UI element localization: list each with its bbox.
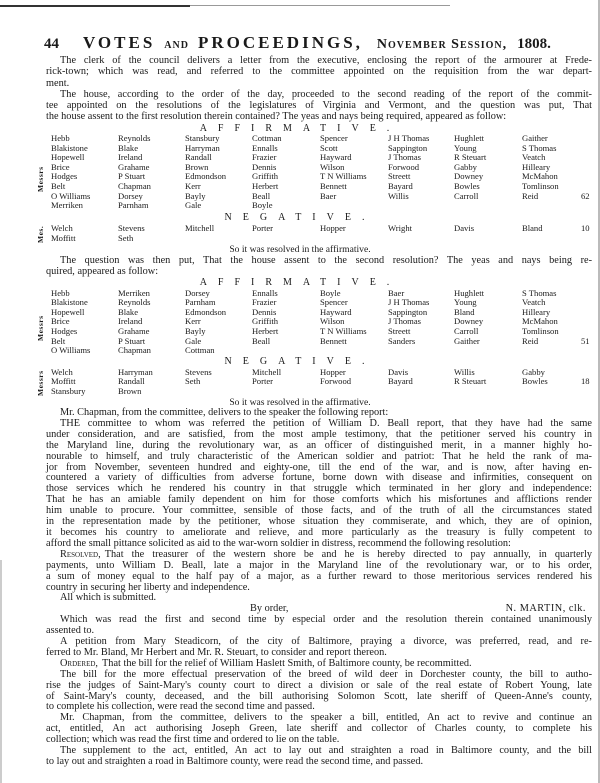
voter-name: Mitchell: [185, 223, 215, 233]
paragraph-line: countered a variety of difficulties from adverse fortune, borne down with disease and infirmities, consequent on: [46, 472, 592, 484]
voter-name: Hebb: [51, 287, 70, 298]
paragraph-line: THE committee to whom was referred the petition of William D. Beall report, that they have had the same: [60, 417, 592, 429]
voter-name: Cottman: [185, 345, 215, 356]
paragraph-line: a sum of money equal to the half pay of a major, as a further reward to those meritorious services rendered his: [46, 570, 592, 582]
voter-name: Merriken: [51, 200, 83, 211]
voter-name: Downey: [454, 316, 484, 327]
page-edge-rule: [0, 5, 190, 7]
voter-name: Hopewell: [51, 306, 85, 317]
voter-name: Hughlett: [454, 133, 485, 143]
voter-name: Blake: [118, 142, 139, 153]
paragraph-line: to complete his collection, were read the second time and passed.: [46, 701, 315, 713]
paragraph-line: of Saint-Mary's county, deceased, and the bill authorising Solomon Scott, late sheriff of Queen-Anne's county,: [46, 690, 592, 702]
paragraph-line: The question was then put, That the house assent to the second resolution? The yeas and nays being re-: [60, 255, 592, 266]
paragraph-line: Ordered, That the bill for the relief of William Haslett Smith, of Baltimore county, be recommitted.: [60, 657, 472, 669]
voter-name: Dennis: [252, 306, 277, 317]
voter-name: Welch: [51, 223, 73, 233]
voter-name: Brown: [118, 385, 142, 396]
voter-name: Edmondson: [185, 306, 227, 317]
voter-name: Kerr: [185, 316, 201, 327]
page-header: [44, 33, 584, 55]
voter-name: Beall: [252, 190, 271, 201]
paragraph-line: those services which he rendered his country in that struggle which terminated in her glory and independence:: [46, 483, 592, 495]
voter-name: J Thomas: [388, 316, 422, 327]
paragraph-line: collection; which was read the first time and ordered to lie on the table.: [46, 734, 340, 746]
voter-name: Hughlett: [454, 287, 485, 298]
paragraph-line: afford the small pittance solicited as aid to the war-worn soldier in distress, recommend the following resolution:: [46, 537, 511, 549]
paragraph: [46, 55, 592, 89]
voter-name: Bowles: [522, 376, 548, 387]
voter-name: Parnham: [118, 200, 149, 211]
title-proceedings: PROCEEDINGS,: [197, 33, 363, 52]
voter-name: Bayard: [388, 376, 413, 387]
voter-name: Gaither: [522, 133, 548, 143]
title-session: November Session,: [376, 37, 508, 52]
voter-name: Hayward: [320, 306, 352, 317]
voter-name: Wilson: [320, 161, 345, 172]
voter-name: Seth: [118, 232, 134, 243]
voter-name: J H Thomas: [388, 133, 430, 143]
voter-name: Hodges: [51, 325, 78, 336]
voter-name: Porter: [252, 223, 274, 233]
paragraph: [46, 89, 592, 123]
voter-name: Bland: [522, 223, 543, 233]
voter-name: Reid: [522, 190, 539, 201]
paragraph-line: All which is submitted.: [60, 592, 157, 604]
title-year: 1808.: [517, 36, 551, 52]
paragraph-line: ferred to Mr. Bland, Mr Herbert and Mr. R. Steuart, to consider and report thereon.: [46, 646, 387, 658]
voter-name: Stansbury: [185, 133, 220, 143]
paragraph-line: Mr. Chapman, from the committee, delivers to the speaker the following report:: [60, 407, 389, 418]
voter-name: Gabby: [454, 161, 477, 172]
paragraph-line: nourable to himself, and truly characteristic of the American soldier and patriot: That he held the rank of ma-: [46, 450, 592, 462]
voter-name: S Thomas: [522, 287, 557, 298]
voter-name: Young: [454, 142, 477, 153]
voter-name: Wilson: [320, 316, 345, 327]
voter-name: O Williams: [51, 345, 91, 356]
paragraph-line: assented to.: [46, 625, 95, 637]
voter-name: Carroll: [454, 325, 479, 336]
voter-name: Dorsey: [118, 190, 143, 201]
voter-name: Blakistone: [51, 297, 88, 308]
voter-name: McMahon: [522, 316, 558, 327]
voter-name: Hebb: [51, 133, 70, 143]
text-section: [46, 255, 592, 277]
voter-name: Grahame: [118, 325, 150, 336]
paragraph-line: The bill for the more effectual preservation of the breed of wild deer in Dorchester county, the bill to autho-: [60, 668, 592, 680]
paragraph-line: payments, unto William D. Beall, late a major in the Maryland line of the revolutionary war, or to his order,: [46, 559, 592, 571]
voter-name: Sappington: [388, 142, 428, 153]
paragraph-line: act, entitled, An act authorising Joseph Green, late sheriff and collector of Charles county, to complete his: [46, 723, 592, 735]
voter-name: Carroll: [454, 190, 479, 201]
title-and: AND: [164, 40, 189, 51]
negative-heading: NEGATIVE.: [224, 211, 376, 223]
voter-name: Bennett: [320, 181, 347, 191]
voter-name: R Steuart: [454, 152, 487, 163]
voter-name: Porter: [252, 376, 274, 387]
paragraph-line: A petition from Mary Steadicorn, of the city of Baltimore, praying a divorce, was preferred, read, and re-: [60, 636, 592, 648]
voter-name: Herbert: [252, 181, 279, 191]
voter-name: Bowles: [454, 181, 480, 191]
page-number: 44: [44, 36, 59, 52]
voter-name: Belt: [51, 335, 66, 346]
voter-name: Young: [454, 297, 477, 308]
voter-name: R Steuart: [454, 376, 487, 387]
paragraph-line: ment.: [46, 77, 70, 89]
paragraph-line: Which was read the first and second time by especial order and the resolution therein contained unanimously: [60, 614, 592, 626]
paragraph-line: him unable to procure. Your committee, sensible of those facts, and of the truth of all the circumstances stated: [46, 505, 592, 517]
voter-name: Bayly: [185, 325, 206, 336]
paragraph-lead: Ordered,: [60, 657, 99, 669]
voter-name: Dorsey: [185, 287, 210, 298]
voter-name: T N Williams: [320, 325, 367, 336]
paragraph: [46, 255, 592, 277]
voter-name: Scott: [320, 142, 338, 153]
messrs-label: Messrs: [36, 166, 45, 192]
paragraph: [46, 746, 592, 768]
voter-name: Griffith: [252, 171, 279, 182]
paragraph-line: rise the judges of Saint-Mary's county court to direct a division or sale of the real estate of Robert Young, late: [46, 679, 592, 691]
paragraph-line: to lay out and straighten a road in Baltimore county, were read the second time, and passed.: [46, 756, 424, 767]
by-order-text: By order,: [250, 603, 289, 615]
voter-name: P Stuart: [118, 171, 146, 182]
voter-name: Veatch: [522, 297, 546, 308]
voter-name: Stevens: [118, 223, 145, 233]
voter-name: Hilleary: [522, 306, 551, 317]
page-edge: [0, 560, 2, 783]
voter-name: Boyle: [252, 200, 273, 211]
voter-name: Mitchell: [252, 366, 282, 377]
paragraph: [46, 713, 592, 746]
voter-name: Welch: [51, 366, 73, 377]
voter-name: Herbert: [252, 325, 279, 336]
voter-name: S Thomas: [522, 142, 557, 153]
paragraph-line: The supplement to the act, entitled, An act to lay out and straighten a road in Baltimore county, and the bill: [60, 745, 592, 757]
paragraph: [46, 550, 592, 594]
paragraph-line: jor from November, seventeen hundred and eighty-one, till the end of the war, and is now, after having en-: [46, 461, 592, 473]
clerk-signature: N. MARTIN, clk.: [505, 603, 586, 615]
voter-name: Downey: [454, 171, 484, 182]
title-votes: VOTES: [83, 33, 156, 52]
voter-name: Ireland: [118, 316, 143, 327]
voter-name: Bayly: [185, 190, 206, 201]
voter-name: P Stuart: [118, 335, 146, 346]
voter-name: Ennalls: [252, 287, 278, 298]
voter-name: Chapman: [118, 345, 151, 356]
voter-name: Grahame: [118, 161, 150, 172]
voter-name: Streett: [388, 171, 411, 182]
text-section: [46, 408, 592, 768]
voter-name: Forwood: [388, 161, 420, 172]
text-section: [46, 55, 592, 123]
voter-name: Harryman: [118, 366, 153, 377]
voter-name: Frazier: [252, 297, 277, 308]
voter-name: Sanders: [388, 335, 416, 346]
voter-name: Bland: [454, 306, 475, 317]
voter-name: Randall: [185, 152, 212, 163]
voter-name: Spencer: [320, 133, 348, 143]
paragraph-line: The house, according to the order of the day, proceeded to the second reading of the report of the commit-: [60, 88, 592, 100]
voter-name: Tomlinson: [522, 181, 559, 191]
voter-name: J Thomas: [388, 152, 422, 163]
voter-name: Griffith: [252, 316, 279, 327]
voter-name: Tomlinson: [522, 325, 559, 336]
voter-name: Hopper: [320, 366, 346, 377]
voter-name: Belt: [51, 181, 66, 191]
voter-name: Gale: [185, 200, 202, 211]
paragraph: [46, 419, 592, 550]
voter-name: McMahon: [522, 171, 558, 182]
messrs-label: Messrs: [36, 315, 45, 341]
vote-result: So it was resolved in the affirmative.: [229, 244, 371, 255]
paragraph-line: the house assent to the first resolution therein contained? The yeas and nays being required, appeared as follow:: [46, 111, 507, 123]
voter-name: Baer: [320, 190, 337, 201]
voter-name: Forwood: [320, 376, 352, 387]
voter-name: Reynolds: [118, 297, 151, 308]
voter-name: O Williams: [51, 190, 91, 201]
voter-name: J H Thomas: [388, 297, 430, 308]
voter-name: Harryman: [185, 142, 220, 153]
voter-name: Veatch: [522, 152, 546, 163]
voter-name: Hopper: [320, 223, 346, 233]
voter-name: Boyle: [320, 287, 341, 298]
voter-name: Spencer: [320, 297, 348, 308]
paragraph-line: The clerk of the council delivers a letter from the executive, enclosing the report of the armourer at Frede-: [60, 55, 592, 66]
affirmative-count: 62: [581, 190, 590, 201]
paragraph: [46, 615, 592, 637]
voter-name: Gaither: [454, 335, 480, 346]
voter-name: Bayard: [388, 181, 413, 191]
voter-name: Chapman: [118, 181, 151, 191]
paragraph-line: country in securing her liberty and independence.: [46, 581, 250, 593]
voter-name: Beall: [252, 335, 271, 346]
paragraph-line: quired, appeared as follow:: [46, 266, 159, 277]
voter-name: Dennis: [252, 161, 277, 172]
voter-name: Blakistone: [51, 142, 88, 153]
voter-name: Reid: [522, 335, 539, 346]
voter-name: Brice: [51, 316, 70, 327]
voter-name: Ennalls: [252, 142, 278, 153]
affirmative-count: 51: [581, 335, 590, 346]
voter-name: T N Williams: [320, 171, 367, 182]
voter-name: Brice: [51, 161, 70, 172]
voter-name: Frazier: [252, 152, 277, 163]
paragraph: [46, 637, 592, 659]
voter-name: Baer: [388, 287, 405, 298]
voter-name: Moffitt: [51, 232, 76, 243]
paragraph: [46, 670, 592, 714]
voter-name: Stevens: [185, 366, 212, 377]
paragraph-line: That he has an amiable family dependent on him for those comforts which his misfortunes and afflictions render: [46, 494, 592, 506]
voter-name: Moffitt: [51, 376, 76, 387]
paragraph-line: under consideration, and are satisfied, from the most ample testimony, that the petitioner served his country in: [46, 428, 592, 440]
messrs-label: Mes.: [36, 225, 45, 243]
vote-result: So it was resolved in the affirmative.: [229, 396, 371, 408]
paragraph-lead: Resolved,: [60, 548, 101, 560]
voter-name: Willis: [388, 190, 409, 201]
affirmative-heading: AFFIRMATIVE.: [199, 277, 401, 288]
page-edge-rule: [190, 5, 450, 6]
voter-name: Stansbury: [51, 385, 86, 396]
messrs-label: Messrs: [36, 370, 45, 396]
voter-name: Gale: [185, 335, 202, 346]
negative-count: 18: [581, 376, 590, 387]
voter-name: Sappington: [388, 306, 428, 317]
voter-name: Hopewell: [51, 152, 85, 163]
paragraph-line: it becomes his country to ameliorate and relieve, and more particularly as the treasury is fully competent to: [46, 526, 592, 538]
voter-name: Ireland: [118, 152, 143, 163]
voter-name: Davis: [388, 366, 409, 377]
voter-name: Brown: [185, 161, 209, 172]
voter-name: Kerr: [185, 181, 201, 191]
voter-name: Wright: [388, 223, 412, 233]
paragraph-line: in the representation made by the petitioner, whose situation they commiserate, and which, they are of opinion,: [46, 516, 592, 528]
voter-name: Gabby: [522, 366, 545, 377]
voter-name: Randall: [118, 376, 145, 387]
paragraph-line: Resolved, That the treasurer of the western shore be and he is hereby directed to pay annually, in quarterly: [60, 548, 592, 560]
voter-name: Willis: [454, 366, 475, 377]
voter-name: Bennett: [320, 335, 347, 346]
voter-name: Hodges: [51, 171, 78, 182]
negative-heading: NEGATIVE.: [224, 356, 376, 367]
voter-name: Merriken: [118, 287, 150, 298]
voter-name: Cottman: [252, 133, 282, 143]
paragraph-line: tee appointed on the resolutions of the legislatures of Virginia and Vermont, and the question was put, That: [46, 100, 592, 112]
affirmative-heading: AFFIRMATIVE.: [199, 123, 401, 134]
voter-name: Reynolds: [118, 133, 151, 143]
negative-count: 10: [581, 223, 590, 233]
paragraph-line: Mr. Chapman, from the committee, delivers to the speaker a bill, entitled, An act to revive and continue an: [60, 712, 592, 724]
voter-name: Hayward: [320, 152, 352, 163]
voter-name: Parnham: [185, 297, 216, 308]
voter-name: Hilleary: [522, 161, 551, 172]
voter-name: Edmondson: [185, 171, 227, 182]
voter-name: Blake: [118, 306, 139, 317]
voter-name: Streett: [388, 325, 411, 336]
paragraph-line: the Maryland line, during the revolutionary war, as an officer of distinguished merit, in a manner highly ho-: [46, 439, 592, 451]
voter-name: Davis: [454, 223, 475, 233]
voter-name: Seth: [185, 376, 201, 387]
paragraph-line: rick-town; which was read, and referred to the committee appointed on the requisition from the war depart-: [46, 66, 592, 78]
